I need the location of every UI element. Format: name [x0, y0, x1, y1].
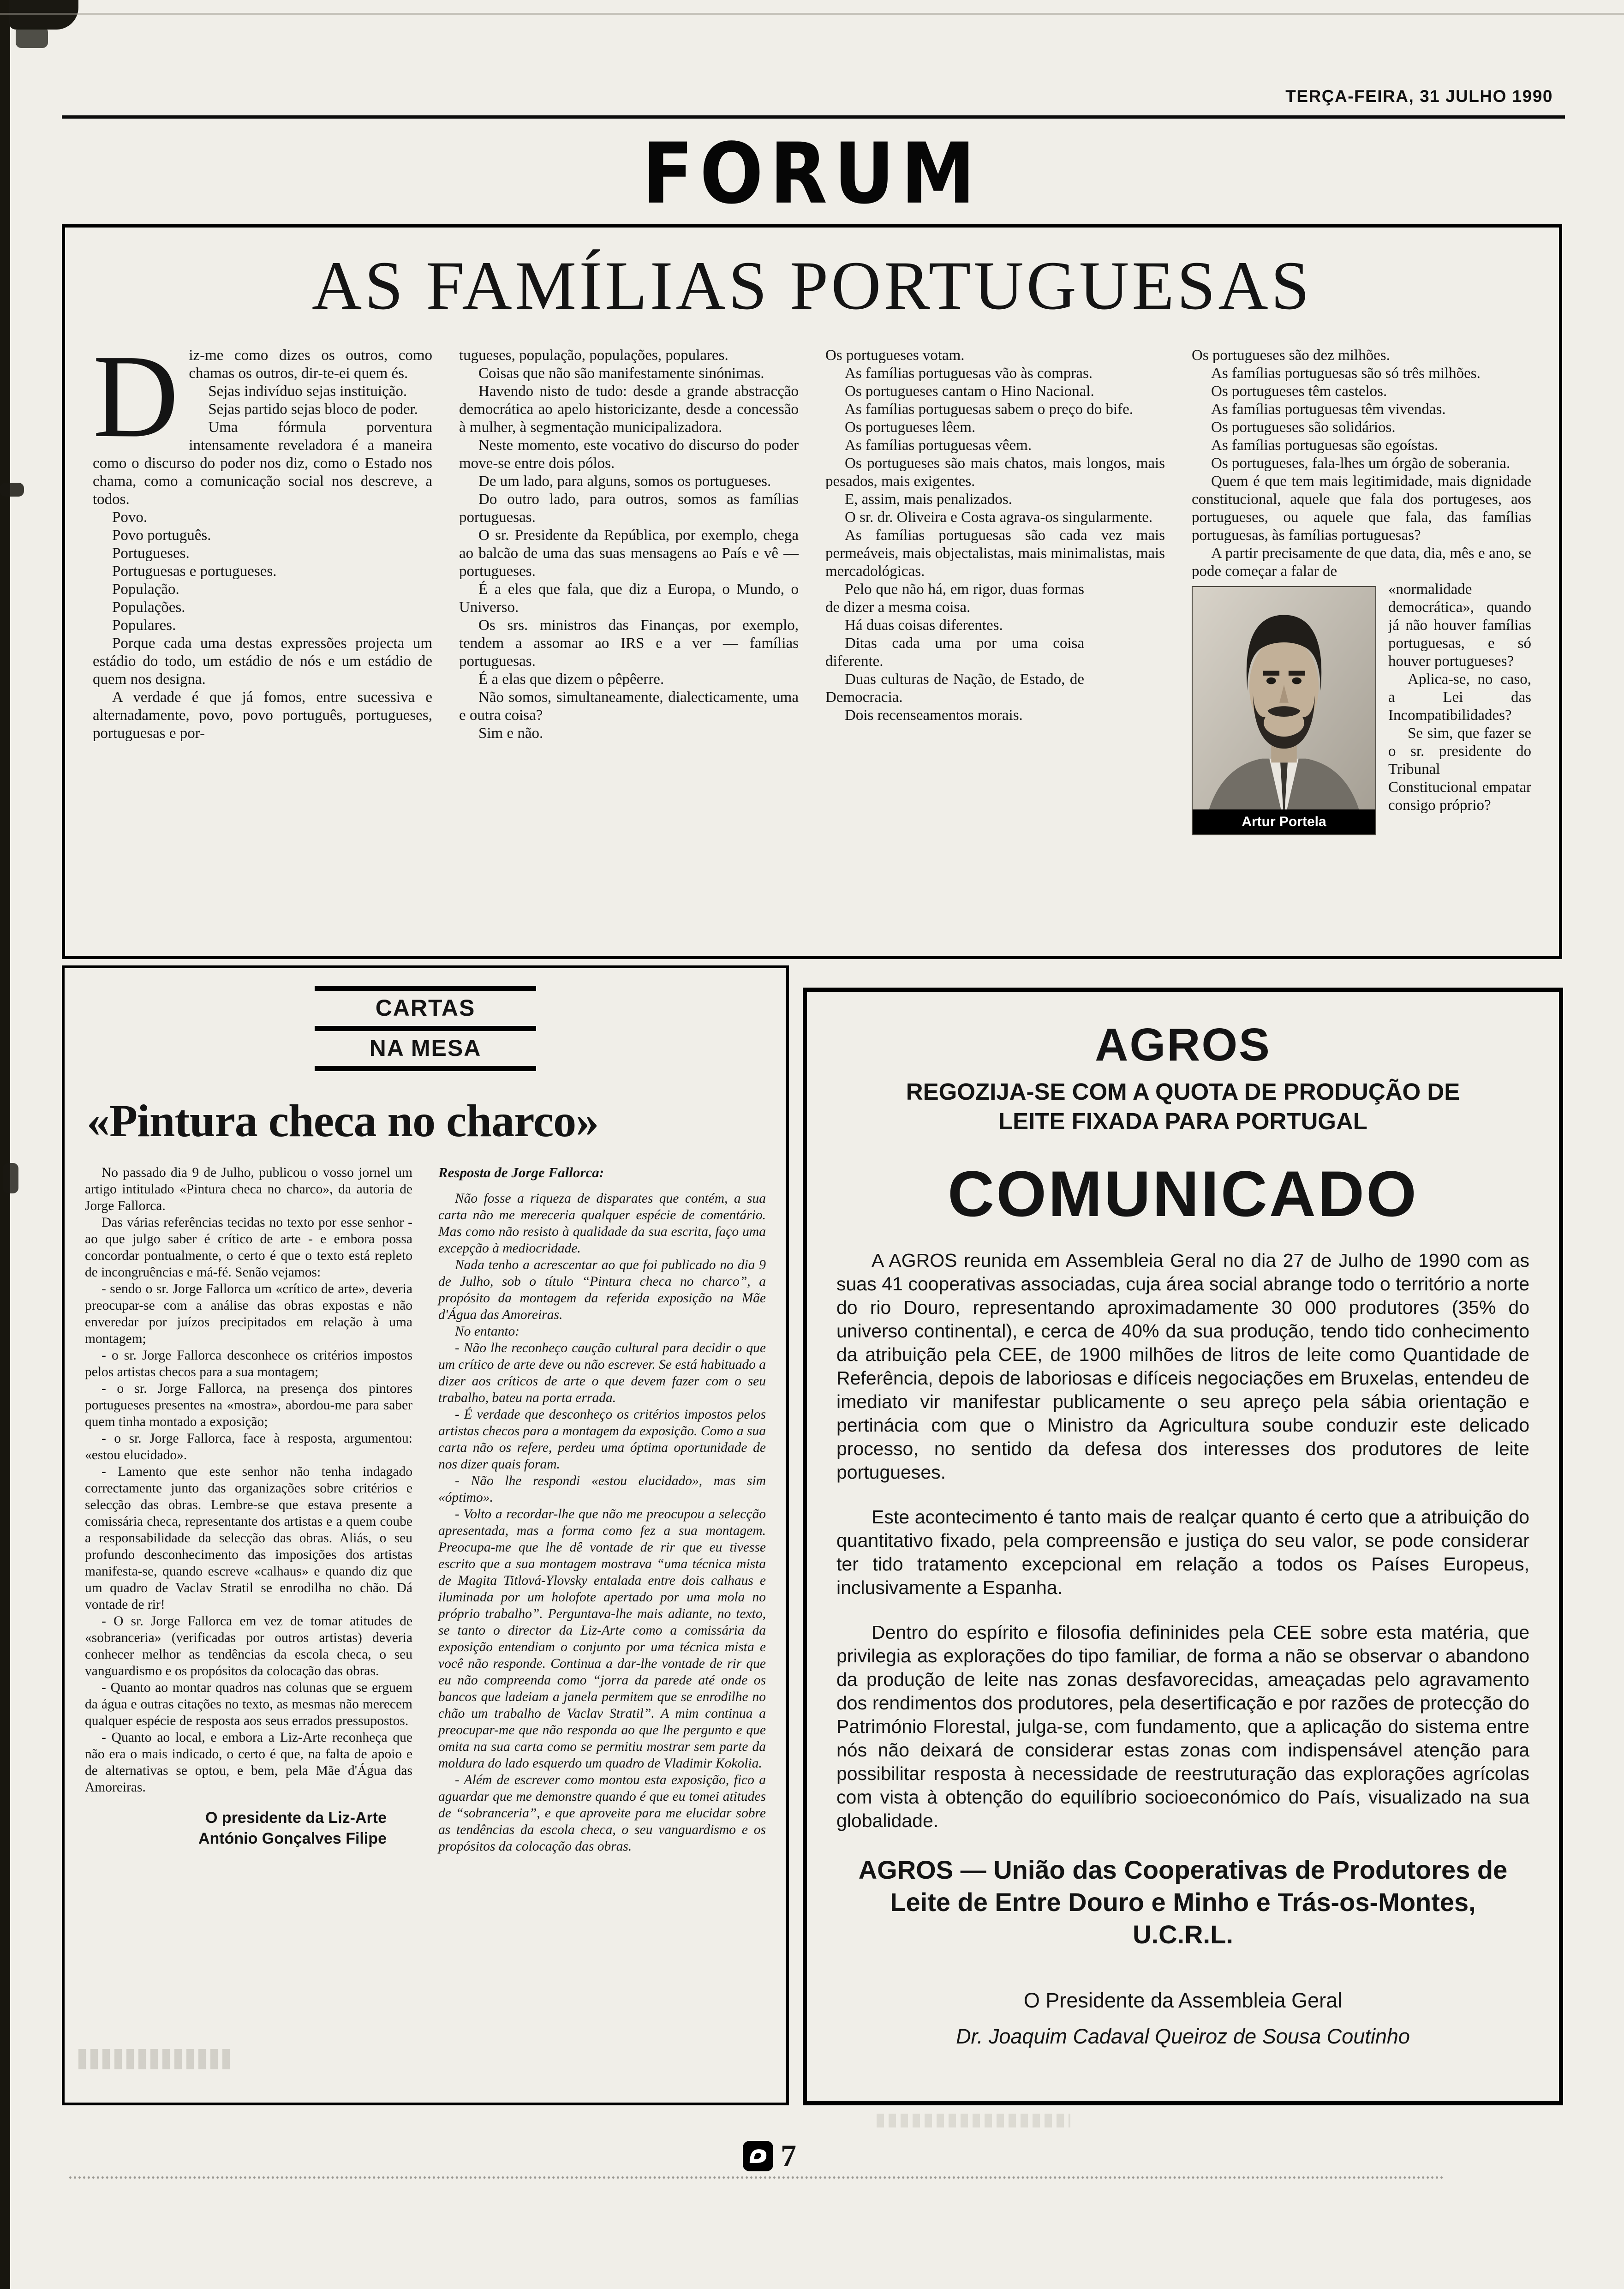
- paragraph: - Além de escrever como montou esta exposição, fico a aguardar que me demonstre quando é que eu tomei atitudes de “sobranceria”, e que aproveite para me elucidar sobre as tendências da escola checa, o seu vanguardismo e os propósitos da colocação das obras.: [438, 1773, 766, 1854]
- photo-caption: Artur Portela: [1193, 809, 1375, 834]
- paragraph: Este acontecimento é tanto mais de realçar quanto é certo que a atribuição do quantitativo fixado, pela compreensão e justiça do seu valor, se pode considerar ter tido tratamento excepcional em relação a todos os Países Europeus, inclusivamente a Espanha.: [836, 1506, 1529, 1598]
- paragraph: As famílias portuguesas são cada vez mais permeáveis, mais objectalistas, mais minimalistas, mais mercadológicas.: [825, 527, 1165, 580]
- paragraph: Sejas partido sejas bloco de poder.: [208, 401, 418, 418]
- paragraph: Havendo nisto de tudo: desde a grande abstracção democrática ao apelo historicizante, desde a concessão à mulher, à segmentação municipalizadora.: [459, 383, 799, 436]
- photo-intrusion-spacer: [1089, 581, 1165, 821]
- edition-date: TERÇA-FEIRA, 31 JULHO 1990: [1285, 87, 1553, 106]
- paragraph: É a elas que dizem o pêpêerre.: [478, 671, 664, 688]
- paragraph: - O sr. Jorge Fallorca em vez de tomar atitudes de «sobranceria» (verificadas por outros artistas) deveria conhecer melhor as tendências da escola checa, o seu vanguardismo e os propósitos da colocação das obras.: [85, 1614, 412, 1678]
- paragraph: O sr. dr. Oliveira e Costa agrava-os singularmente.: [845, 509, 1153, 526]
- paragraph: Não fosse a riqueza de disparates que contém, a sua carta não me mereceria qualquer espécie de comentário. Mas como não resisto à qualidade da sua escrita, faço uma excepção à mediocridade.: [438, 1191, 766, 1256]
- paragraph: Os portugueses lêem.: [845, 419, 976, 436]
- scan-artifact: [3, 1163, 18, 1193]
- paragraph: Duas culturas de Nação, de Estado, de Democracia.: [825, 671, 1084, 706]
- letters-section: [62, 965, 789, 2105]
- agros-headline: COMUNICADO: [948, 1157, 1418, 1230]
- scan-artifact: [0, 483, 24, 497]
- paragraph: Os portugueses, fala-lhes um órgão de soberania.: [1211, 455, 1511, 472]
- agros-signoff-role: O Presidente da Assembleia Geral: [1023, 1989, 1343, 2012]
- paragraph: E, assim, mais penalizados.: [845, 491, 1012, 508]
- paragraph: - Não lhe reconheço caução cultural para decidir o que um crítico de arte deve ou não escrever. Se está habituado a dizer aos críticos de arte o que devem fazer com o seu trabalho, bateu na porta errada.: [438, 1341, 766, 1405]
- paragraph: Porque cada uma destas expressões projecta um estádio do todo, um estádio de nós e um estádio de quem nos designa.: [93, 635, 432, 688]
- paragraph: - Quanto ao montar quadros nas colunas que se erguem da água e outras citações no texto, as mesmas não merecem qualquer espécie de resposta aos seus errados pressupostos.: [85, 1680, 412, 1728]
- agros-subtitle: REGOZIJA-SE COM A QUOTA DE PRODUÇÃO DE LEITE FIXADA PARA PORTUGAL: [906, 1079, 1460, 1134]
- letter-columns: [85, 1164, 766, 1855]
- paragraph: No entanto:: [455, 1324, 520, 1339]
- letter-headline: «Pintura checa no charco»: [87, 1095, 599, 1146]
- paragraph: Os portugueses têm castelos.: [1211, 383, 1387, 400]
- agros-signoff-name: Dr. Joaquim Cadaval Queiroz de Sousa Coutinho: [956, 2025, 1410, 2048]
- paragraph-list: [459, 347, 799, 743]
- signature-role: O presidente da Liz-Arte: [205, 1809, 387, 1827]
- paragraph: A partir precisamente de que data, dia, mês e ano, se pode começar a falar de: [1192, 545, 1531, 580]
- paragraph: Os portugueses cantam o Hino Nacional.: [845, 383, 1094, 400]
- scan-dashed-line: [69, 2176, 1444, 2179]
- paragraph-list: [1192, 347, 1531, 581]
- paragraph: - o sr. Jorge Fallorca, face à resposta, argumentou: «estou elucidado».: [85, 1431, 412, 1462]
- paragraph: Populações.: [112, 599, 185, 616]
- paragraph: Portuguesas e portugueses.: [112, 563, 277, 580]
- paragraph: iz-me como dizes os outros, como chamas os outros, dir-te-ei quem és.: [189, 347, 432, 382]
- paragraph: A verdade é que já fomos, entre sucessiva e alternadamente, povo, povo português, portugueses, portuguesas e por-: [93, 689, 432, 742]
- paragraph: As famílias portuguesas sabem o preço do bife.: [845, 401, 1134, 418]
- page-number: 7: [781, 2138, 796, 2173]
- paragraph: No passado dia 9 de Julho, publicou o vosso jornel um artigo intitulado «Pintura checa no charco», da autoria de Jorge Fallorca.: [85, 1165, 412, 1213]
- scan-artifact: [0, 13, 1624, 15]
- scan-smudge: [877, 2114, 1070, 2127]
- reply-column: [438, 1164, 766, 1855]
- paragraph: Os portugueses votam.: [825, 347, 965, 364]
- paragraph: De um lado, para alguns, somos os portugueses.: [478, 473, 771, 490]
- agros-body: [836, 1249, 1529, 1833]
- article-column-3: [825, 347, 1165, 839]
- paragraph: População.: [112, 581, 179, 598]
- paragraph: - É verdade que desconheço os critérios impostos pelos artistas checos para a montagem da exposição. Como a sua carta não os refere, perdeu uma óptima oportunidade de nos dizer quais foram.: [438, 1407, 766, 1472]
- kicker-line-2: NA MESA: [315, 1031, 536, 1071]
- scan-artifact: [9, 0, 78, 30]
- paragraph: As famílias portuguesas têm vivendas.: [1211, 401, 1446, 418]
- paragraph: Há duas coisas diferentes.: [845, 617, 1003, 634]
- masthead-title: FORUM: [642, 126, 982, 223]
- agros-brand: AGROS: [1095, 1019, 1271, 1071]
- paragraph: - Volto a recordar-lhe que não me preocupou a selecção apresentada, mas a forma como fez a sua montagem. Preocupa-me que lhe dê vontade de rir que eu tivesse escrito que a sua montagem mostrava “uma técnica mista de Magita Titlová-Ylovsky entalada entre dois calhaus e iluminada por um holofote apertado por uma mola no próprio trabalho”. Perguntava-lhe mais adiante, no texto, se tanto o director da Liz-Arte como a comissária da exposição entendiam o conjunto por uma técnica mista e você não responde. Continua a dar-lhe vontade de rir que eu não compreenda como “jorra da parede até onde os bancos que ladeiam a janela permitem que se enrodilhe no chão um trabalho de Vaclav Stratil”. A mim continua a preocupar-me que não responda ao que lhe pergunto e que omita na sua carta como se permitiu mostrar sem parte da moldura do lado esquerdo um quadro de Vladimir Kokolia.: [438, 1507, 766, 1771]
- paragraph: Dois recenseamentos morais.: [845, 707, 1023, 724]
- paragraph: Nada tenho a acrescentar ao que foi publicado no dia 9 de Julho, sob o título “Pintura checa no charco”, a propósito da montagem da referida exposição na Mãe d'Água das Amoreiras.: [438, 1258, 766, 1322]
- signature-name: António Gonçalves Filipe: [198, 1830, 387, 1847]
- paragraph: Os portugueses são solidários.: [1211, 419, 1396, 436]
- paragraph: As famílias portuguesas são só três milhões.: [1211, 365, 1481, 382]
- paragraph: As famílias portuguesas vão às compras.: [845, 365, 1093, 382]
- paragraph: Se sim, que fazer se o sr. presidente do Tribunal Constitucional empatar consigo próprio?: [1388, 725, 1531, 814]
- paragraph-list: [825, 347, 1165, 581]
- page-footer: [743, 2138, 796, 2174]
- paragraph: Povo português.: [112, 527, 211, 544]
- paragraph: Os portugueses são mais chatos, mais longos, mais pesados, mais exigentes.: [825, 455, 1165, 490]
- paragraph: O sr. Presidente da República, por exemplo, chega ao balcão de uma das suas mensagens ao País e vê — portugueses.: [459, 527, 799, 580]
- paragraph: - o sr. Jorge Fallorca desconhece os critérios impostos pelos artistas checos para a sua montagem;: [85, 1348, 412, 1379]
- paragraph: - o sr. Jorge Fallorca, na presença dos pintores portugueses presentes na «mostra», abordou-me para saber quem tinha montado a exposição;: [85, 1381, 412, 1429]
- paragraph: Portugueses.: [112, 545, 190, 562]
- paragraph: Não somos, simultaneamente, dialecticamente, uma e outra coisa?: [459, 689, 799, 724]
- letter-signature: [85, 1808, 412, 1849]
- paragraph: - sendo o sr. Jorge Fallorca um «crítico de arte», deveria preocupar-se com a análise das obras expostas e não enveredar por juízos precipitados em relação à uma montagem;: [85, 1282, 412, 1346]
- paragraph: - Quanto ao local, e embora a Liz-Arte reconheça que não era o mais indicado, o certo é que, na falta de apoio e de alternativas se optou, e bem, pela Mãe d'Água das Amoreiras.: [85, 1730, 412, 1795]
- paragraph: As famílias portuguesas vêem.: [845, 437, 1032, 454]
- paragraph: A AGROS reunida em Assembleia Geral no dia 27 de Julho de 1990 com as suas 41 cooperativas associadas, cuja área social abrange todo o território a norte do rio Douro, representando aproximadamente 30 000 produtores (35% do universo continental), e cerca de 40% da sua produção, tendo tido conhecimento da atribuição pela CEE, de 1900 milhões de litros de leite como Quantidade de Referência, depois de laboriosas e difíceis negociações em Bruxelas, entendeu de imediato vir manifestar publicamente o seu apreço pela sábia orientação e pertinácia com que o Ministro da Agricultura soube conduzir este delicado processo, no sentido da defesa dos interesses dos produtores de leite portugueses.: [836, 1250, 1529, 1483]
- paragraph: Sim e não.: [478, 725, 543, 742]
- paragraph: É a eles que fala, que diz a Europa, o Mundo, o Universo.: [459, 581, 799, 616]
- article-columns: [93, 330, 1531, 839]
- reply-heading: Resposta de Jorge Fallorca:: [438, 1164, 604, 1180]
- article-column-4: [1192, 347, 1531, 839]
- paragraph: Povo.: [112, 509, 148, 526]
- paragraph: Neste momento, este vocativo do discurso do poder move-se entre dois pólos.: [459, 437, 799, 472]
- paragraph: Dentro do espírito e filosofia defininides pela CEE sobre esta matéria, que privilegia as explorações do tipo familiar, de forma a não se observar o abandono da produção de leite nas zonas desfavorecidas, ameaçadas pelo agravamento dos rendimentos dos produtores, pela desertificação e por razões de protecção do Património Florestal, julga-se, com fundamento, que a aplicação do sistema entre nós não deixará de considerar estas zonas com indispensável atenção para possibilitar resposta à necessidade de reestruturação das explorações agrícolas com vista à obtenção do equilíbrio socioeconómico do País, visualizado na sua globalidade.: [836, 1622, 1529, 1831]
- paragraph: Do outro lado, para outros, somos as famílias portuguesas.: [459, 491, 799, 526]
- paragraph: Coisas que não são manifestamente sinónimas.: [478, 365, 764, 382]
- dropcap: D: [93, 330, 179, 462]
- scan-edge-band: [0, 0, 10, 2289]
- article-column-1: [93, 330, 432, 839]
- section-kicker: [315, 986, 536, 1071]
- newspaper-logo-icon: [743, 2141, 773, 2171]
- portrait-illustration: [1193, 587, 1375, 834]
- paragraph: Populares.: [112, 617, 176, 634]
- kicker-line-1: CARTAS: [315, 991, 536, 1031]
- main-article: [62, 224, 1562, 959]
- header-rule: [62, 115, 1565, 119]
- agros-org-line: AGROS — União das Cooperativas de Produtores de Leite de Entre Douro e Minho e Trás-os-Montes, U.C.R.L.: [858, 1855, 1508, 1949]
- paragraph: - Lamento que este senhor não tenha indagado correctamente junto das organizações sobre critérios e selecção das obras. Lembre-se que estava presente a comissária checa, representante dos artistas e a quem coube a responsabilidade da selecção das obras. Aliás, o seu profundo desconhecimento das imposições dos artistas manifesta-se, quando escreve «calhaus» e quando diz que um quadro de Vaclav Stratil se enrodilha no chão. Dá vontade de rir!: [85, 1464, 412, 1612]
- paragraph: Pelo que não há, em rigor, duas formas de dizer a mesma coisa.: [825, 581, 1084, 616]
- paragraph-list: [85, 1164, 412, 1796]
- author-photo: [1192, 586, 1376, 835]
- letter-column: [85, 1164, 412, 1855]
- paragraph: As famílias portuguesas são egoístas.: [1211, 437, 1439, 454]
- paragraph: Aplica-se, no caso, a Lei das Incompatibilidades?: [1388, 671, 1531, 724]
- paragraph: tugueses, população, populações, populares.: [459, 347, 728, 364]
- agros-ad: [803, 988, 1563, 2105]
- paragraph: - Não lhe respondi «estou elucidado», mas sim «óptimo».: [438, 1474, 766, 1505]
- article-headline: AS FAMÍLIAS PORTUGUESAS: [311, 247, 1313, 324]
- paragraph: Quem é que tem mais legitimidade, mais dignidade constitucional, aquele que fala dos portugeses, aos portugueses, ou aquele que fala, das famílias portuguesas, às famílias portuguesas?: [1192, 473, 1531, 544]
- paragraph: Sejas indivíduo sejas instituição.: [208, 383, 407, 400]
- paragraph: «normalidade democrática», quando já não houver famílias portuguesas, e só houver portugueses?: [1388, 581, 1531, 670]
- paragraph-list: [438, 1190, 766, 1855]
- article-column-2: [459, 347, 799, 839]
- paragraph: Uma fórmula porventura intensamente reveladora é a maneira como o discurso do poder nos diz, como o Estado nos chama, como a comunicação social nos descreve, a todos.: [93, 419, 432, 508]
- paragraph: Os srs. ministros das Finanças, por exemplo, tendem a assomar ao IRS e a ver — famílias portuguesas.: [459, 617, 799, 670]
- paragraph: Os portugueses são dez milhões.: [1192, 347, 1390, 364]
- paragraph: Ditas cada uma por uma coisa diferente.: [825, 635, 1084, 670]
- paragraph: Das várias referências tecidas no texto por esse senhor - ao que julgo saber é crítico de arte - e embora possa concordar pontualmente, o certo é que o texto está repleto de incongruências e má-fé. Senão vejamos:: [85, 1215, 412, 1280]
- scan-artifact: [16, 27, 48, 48]
